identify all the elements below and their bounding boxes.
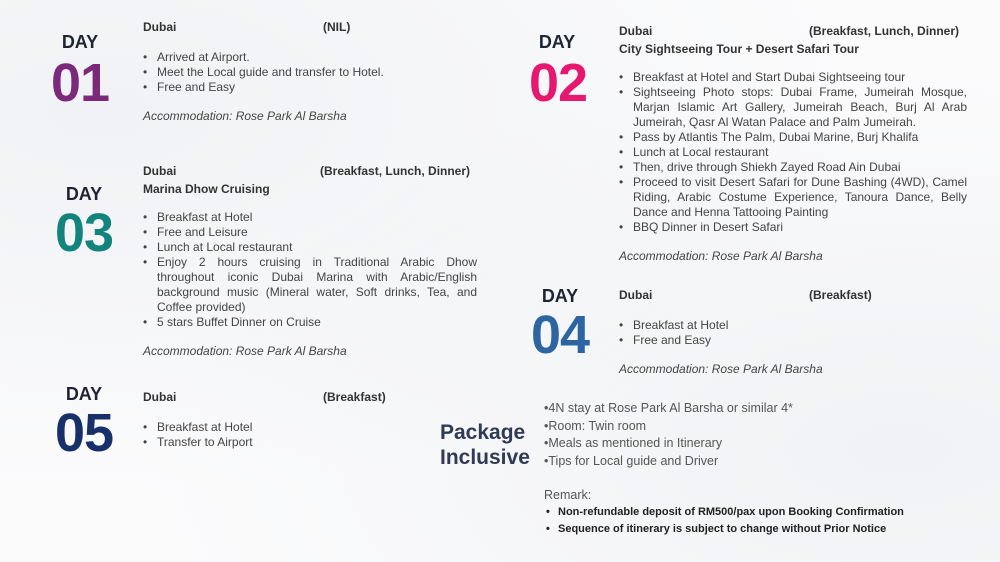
day-03-meals: (Breakfast, Lunch, Dinner) [320,164,471,178]
day-01-header [143,20,473,36]
day-03-block [143,164,477,358]
package-item: •Meals as mentioned in Itinerary [544,436,723,450]
itinerary-item: • Breakfast at Hotel and Start Dubai Sightseeing tour [619,70,967,85]
itinerary-item: • Breakfast at Hotel [143,420,443,435]
day-02-number: 02 [528,53,588,113]
itinerary-item: • Free and Easy [143,80,473,95]
day-04-city: Dubai [619,288,653,302]
day-04-meals: (Breakfast) [809,288,872,302]
itinerary-item: • Meet the Local guide and transfer to Hotel. [143,65,473,80]
remark-list [544,504,904,538]
itinerary-item: • Lunch at Local restaurant [143,240,477,255]
day-04-items [619,318,967,348]
remark-item: • Sequence of itinerary is subject to change without Prior Notice [544,521,904,538]
day-03-items [143,210,477,330]
day-02-city: Dubai [619,24,653,38]
package-list [544,400,793,470]
day-02-block [619,24,967,263]
itinerary-item: • Pass by Atlantis The Palm, Dubai Marine, Burj Khalifa [619,130,967,145]
package-title-line2: Inclusive [440,446,530,469]
itinerary-item: • Sightseeing Photo stops: Dubai Frame, Jumeirah Mosque, Marjan Islamic Art Gallery, Jumeirah Beach, Burj Al Arab Jumeirah, Qasr Al Watan Palace and Palm Jumeirah. [619,85,967,130]
day-05-label: DAY [65,384,103,404]
day-05-block [143,390,443,450]
day-02-subtitle: City Sightseeing Tour + Desert Safari Tour [619,42,859,56]
day-04-header [619,288,967,304]
day-03-header [143,164,477,180]
package-item: •Tips for Local guide and Driver [544,453,719,468]
day-02-header [619,24,967,40]
remark-item: • Non-refundable deposit of RM500/pax upon Booking Confirmation [544,504,904,521]
itinerary-item: • Lunch at Local restaurant [619,145,967,160]
day-05-city: Dubai [143,390,177,404]
day-03-accommodation: Accommodation: Rose Park Al Barsha [143,344,347,358]
day-02-accommodation: Accommodation: Rose Park Al Barsha [619,249,823,263]
day-03-subtitle: Marina Dhow Cruising [143,182,270,196]
day-01-accommodation: Accommodation: Rose Park Al Barsha [143,109,347,123]
day-05-header [143,390,443,406]
day-05-meals: (Breakfast) [323,390,386,404]
itinerary-item: • BBQ Dinner in Desert Safari [619,220,967,235]
itinerary-item: • Free and Leisure [143,225,477,240]
remark-section [544,488,904,538]
day-01-block [143,20,473,123]
day-01-label: DAY [61,32,99,52]
day-01-meals: (NIL) [323,20,351,34]
day-02-meals: (Breakfast, Lunch, Dinner) [809,24,960,38]
package-title-line1: Package [440,421,526,444]
itinerary-item: • Breakfast at Hotel [619,318,967,333]
day-03-label: DAY [65,184,103,204]
itinerary-item: • 5 stars Buffet Dinner on Cruise [143,315,477,330]
day-02-items [619,70,967,235]
day-05-number: 05 [54,403,114,463]
itinerary-item: • Enjoy 2 hours cruising in Traditional Arabic Dhow throughout iconic Dubai Marina with Arabic/English background music (Mineral water, Soft drinks, Tea, and Coffee provided) [143,255,477,315]
itinerary-item: • Then, drive through Shiekh Zayed Road Ain Dubai [619,160,967,175]
day-04-number: 04 [530,305,590,365]
itinerary-item: • Free and Easy [619,333,967,348]
day-01-items [143,50,473,95]
remark-label: Remark: [544,488,592,502]
itinerary-item: • Breakfast at Hotel [143,210,477,225]
itinerary-item: • Transfer to Airport [143,435,443,450]
package-title [440,420,530,470]
package-item: •4N stay at Rose Park Al Barsha or similar 4* [544,401,793,415]
day-04-label: DAY [541,286,579,306]
day-03-number: 03 [54,203,114,263]
day-01-city: Dubai [143,20,177,34]
day-03-city: Dubai [143,164,177,178]
package-item: •Room: Twin room [544,418,647,433]
day-05-items [143,420,443,450]
day-01-number: 01 [50,53,110,113]
itinerary-item: • Proceed to visit Desert Safari for Dune Bashing (4WD), Camel Riding, Arabic Costume Experience, Tanoura Dance, Belly Dance and Henna Tattooing Painting [619,175,967,220]
day-04-accommodation: Accommodation: Rose Park Al Barsha [619,362,823,376]
itinerary-item: • Arrived at Airport. [143,50,473,65]
day-04-block [619,288,967,376]
day-02-label: DAY [538,32,576,52]
